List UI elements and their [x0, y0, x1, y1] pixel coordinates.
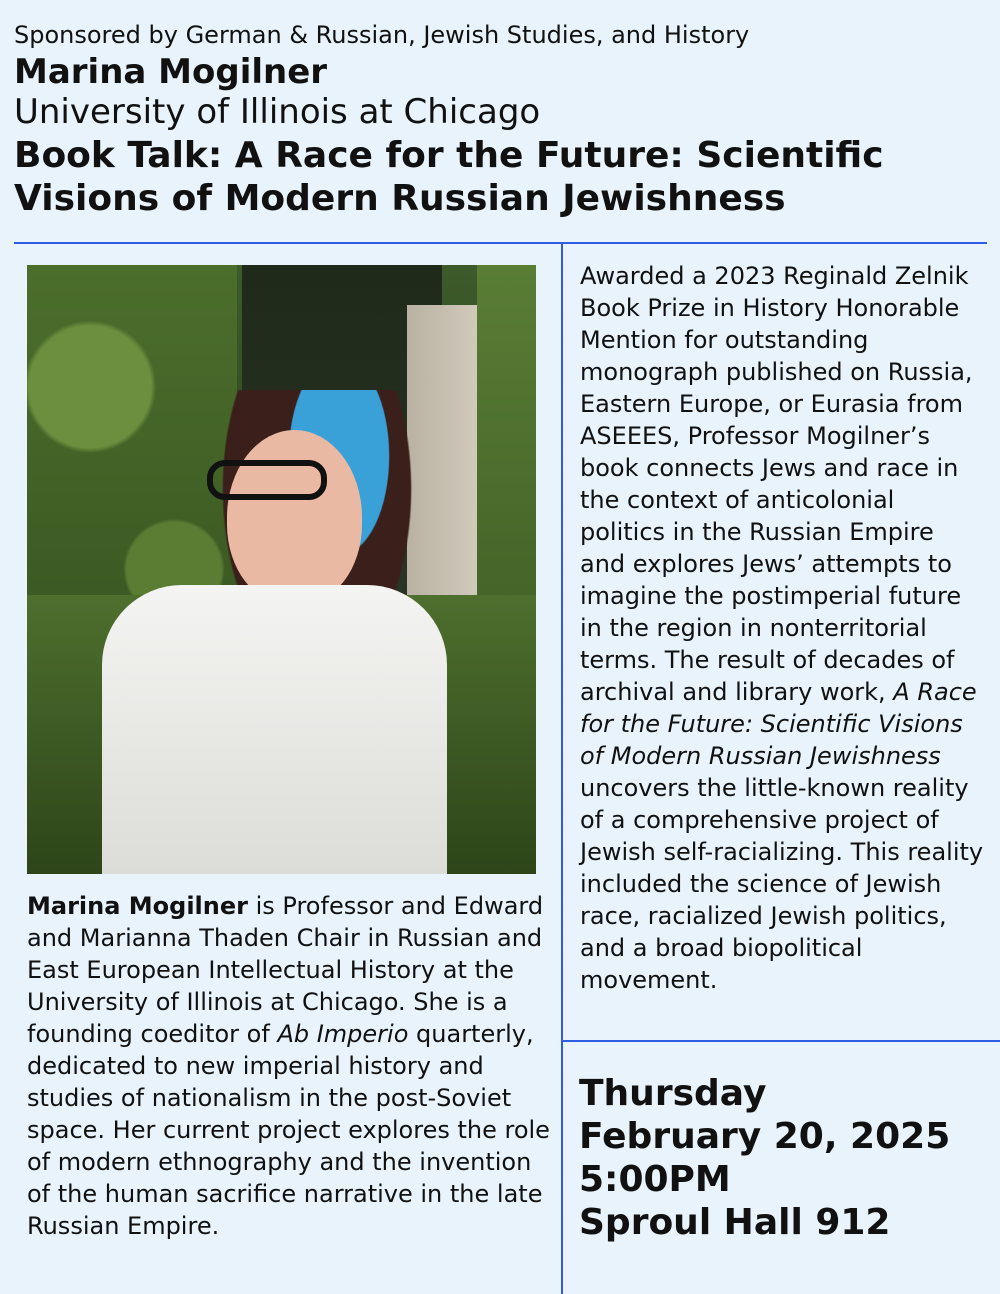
header-divider	[14, 242, 987, 244]
event-divider	[562, 1040, 1000, 1042]
event-location: Sproul Hall 912	[579, 1202, 891, 1243]
bio-text-2: quarterly, dedicated to new imperial history and studies of nationalism in the post-Soviet space. Her current project explores the role of modern ethnography and the invention of the human sacrifice narrative in the late Russian Empire.	[27, 1020, 550, 1240]
bio-journal: Ab Imperio	[277, 1020, 409, 1048]
event-date: February 20, 2025	[579, 1116, 951, 1157]
sponsor-line: Sponsored by German & Russian, Jewish Studies, and History	[14, 21, 750, 49]
talk-title-line-1: Book Talk: A Race for the Future: Scientific	[14, 135, 884, 176]
speaker-bio	[27, 890, 552, 1242]
speaker-name: Marina Mogilner	[14, 52, 328, 92]
speaker-photo	[27, 265, 536, 874]
event-time: 5:00PM	[579, 1159, 731, 1200]
header	[14, 18, 974, 220]
photo-shirt	[102, 585, 447, 874]
event-details	[579, 1072, 989, 1244]
event-day: Thursday	[579, 1073, 767, 1114]
speaker-affiliation: University of Illinois at Chicago	[14, 92, 541, 132]
desc-text-1: Awarded a 2023 Reginald Zelnik Book Prize in History Honorable Mention for outstanding monograph published on Russia, Eastern Europe, or Eurasia from ASEEES, Professor Mogilner’s book connects Jews and race in the context of anticolonial politics in the Russian Empire and explores Jews’ attempts to imagine the postimperial future in the region in nonterritorial terms. The result of decades of archival and library work,	[580, 262, 973, 706]
column-divider	[561, 243, 563, 1294]
photo-glasses	[207, 460, 327, 500]
photo-face	[227, 430, 362, 605]
bio-text-1: is Professor and Edward and Marianna Thaden Chair in Russian and East European Intellectual History at the University of Illinois at Chicago. She is a founding coeditor of	[27, 892, 544, 1048]
desc-book-title: A Race for the Future: Scientific Visions of Modern Russian Jewishness	[580, 678, 977, 770]
talk-title	[14, 134, 974, 220]
book-description	[580, 260, 985, 996]
desc-text-2: uncovers the little-known reality of a comprehensive project of Jewish self-racializing. This reality included the science of Jewish race, racialized Jewish politics, and a broad biopolitical movement.	[580, 774, 984, 994]
bio-name: Marina Mogilner	[27, 892, 248, 920]
talk-title-line-2: Visions of Modern Russian Jewishness	[14, 178, 786, 219]
